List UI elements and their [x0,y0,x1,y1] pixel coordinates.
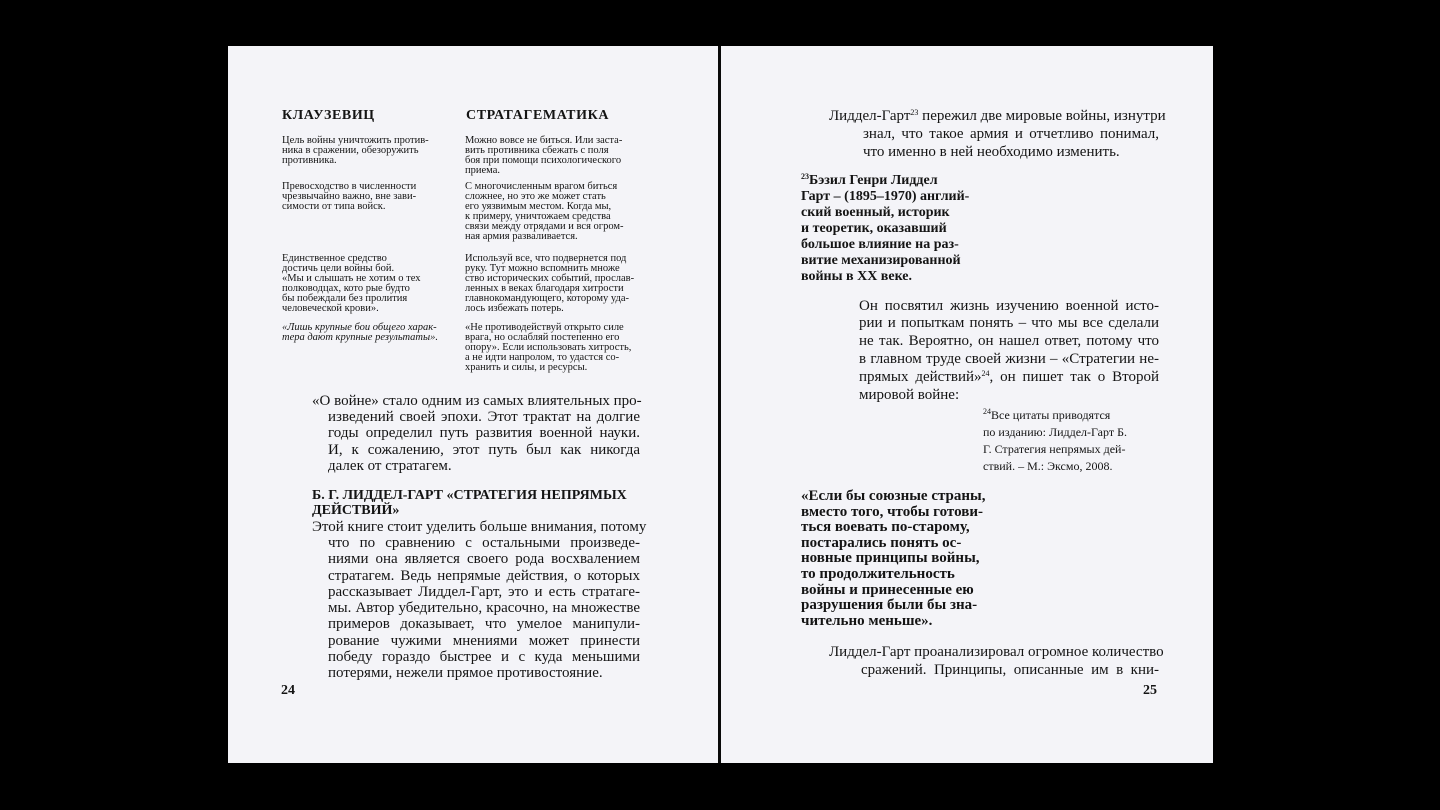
paragraph-on-war-continued [328,409,640,474]
page-number-left: 24 [281,683,295,698]
text-line: боя при помощи психологического [465,155,622,166]
text-line: бы побеждали без пролития [282,293,408,304]
text-line: хранить и силы, и ресурсы. [465,362,588,373]
footnote-ref-24: 24 [981,369,990,378]
text-line: С многочисленным врагом биться [465,181,618,192]
paragraph-life-study-continued [859,314,1159,404]
text-fragment: пережил две мировые войны, изнутри [918,108,1166,124]
text-line: Цель войны уничтожить против- [282,135,429,146]
text-line: «О войне» стало одним из самых влиятельных про- [312,393,642,409]
text-line: а не идти напролом, то удастся со- [465,352,620,363]
text-line: витие механизированной [801,253,961,268]
text-line: примеров доказывает, что умелое манипули- [328,616,640,633]
text-line: тера дают крупные результаты». [282,332,439,343]
clausewitz-point-2 [282,182,452,212]
text-line: ника в сражении, обезоружить [282,145,419,156]
text-line: Он посвятил жизнь изучению военной исто- [859,298,1159,314]
text-line: годы определил путь развития военной науки. [328,425,640,442]
clausewitz-point-4 [282,323,452,343]
stratagem-point-2 [465,182,645,242]
left-page [228,46,718,763]
text-line: что по сравнению с остальными произведе- [328,535,640,551]
text-line: ский военный, историк [801,205,950,220]
text-line: полководцах, кото рые будто [282,283,410,294]
right-page [721,46,1213,763]
text-line: главнокомандующего, которому уда- [465,293,629,304]
text-line: ство исторических событий, прослав- [465,273,635,284]
stratagem-point-3 [465,254,645,314]
text-line: мировой войне: [859,387,960,403]
text-line: новные принципы войны, [801,550,980,567]
text-line: симости от типа войск. [282,201,386,212]
text-line: ствий. – М.: Эксмо, 2008. [983,459,1113,473]
text-line: большое влияние на раз- [801,237,959,252]
text-line: войны и принесенные ею [801,581,974,598]
text-fragment: прямых действий» [859,369,982,385]
paragraph-book-intro [312,519,647,535]
text-line: изведений своей эпохи. Этот трактат на долгие [328,409,640,425]
text-line: ная армия разваливается. [465,231,578,242]
text-line: «Мы и слышать не хотим о тех [282,273,421,284]
liddell-hart-quote [801,489,1021,629]
text-fragment: Все цитаты приводятся [991,408,1111,422]
text-line: разрушения были бы зна- [801,597,978,614]
paragraph-analysis [829,643,1164,661]
paragraph-liddell-hart-intro [829,107,1166,125]
paragraph-analysis-continued [861,661,1159,679]
text-line: «Не противодействуй открыто силе [465,322,624,333]
text-line: войны в XX веке. [801,269,913,284]
text-line [859,368,1159,386]
text-line: далек от стратагем. [328,457,452,474]
clausewitz-point-1 [282,136,452,166]
text-line: в главном труде своей жизни – «Стратегии не- [859,351,1159,367]
column-title-stratagematics: СТРАТАГЕМАТИКА [466,108,610,123]
text-line: Лиддел-Гарт проанализировал огромное количество [829,644,1164,660]
text-line: его уязвимым местом. Когда мы, [465,201,612,212]
text-line: Г. Стратегия непрямых дей- [983,442,1126,456]
text-line: Гарт – (1895–1970) англий- [801,189,970,204]
text-line: потерями, нежели прямое противостояние. [328,665,603,682]
footnote-marker: 24 [983,407,991,416]
text-line: вить противника сбежать с поля [465,145,609,156]
text-line: Б. Г. ЛИДДЕЛ-ГАРТ «СТРАТЕГИЯ НЕПРЯМЫХ [312,488,627,503]
text-line: ДЕЙСТВИЙ» [312,503,400,518]
text-line: сложнее, но это же может стать [465,191,606,202]
text-line: «Лишь крупные бои общего харак- [282,322,437,333]
text-fragment: Бэзил Генри Лиддел [809,173,938,188]
text-line: приема. [465,165,501,176]
column-title-clausewitz: КЛАУЗЕВИЦ [282,108,375,123]
text-line: И, к сожалению, этот путь был как никогда [328,441,640,458]
text-line: врага, но ослабляй постепенно его [465,332,620,343]
text-line: Можно вовсе не биться. Или заста- [465,135,623,146]
text-line: сражений. Принципы, описанные им в кни- [861,662,1159,678]
text-line: не так. Вероятно, он нашел ответ, потому что [859,333,1159,349]
text-line: что именно в ней необходимо изменить. [863,144,1120,160]
paragraph-on-war [312,393,640,409]
text-line: ниями она является своего рода восхвалением [328,551,640,568]
clausewitz-point-3 [282,254,452,314]
text-line: противника. [282,155,337,166]
paragraph-book-intro-continued [328,535,640,682]
text-line: человеческой крови». [282,303,379,314]
text-line: то продолжительность [801,565,955,582]
text-line: стратагем. Ведь непрямые действия, о которых [328,567,640,584]
text-line: Используй все, что подвернется под [465,253,627,264]
text-line: рование чужими мнениями может принести [328,632,640,649]
text-line: к примеру, уничтожаем средства [465,211,611,222]
text-line: ться воевать по-старому, [801,519,970,536]
text-line: достичь цели войны бой. [282,263,395,274]
text-line: связи между отрядами и вся огром- [465,221,624,232]
text-line: и теоретик, оказавший [801,221,947,236]
text-line: по изданию: Лиддел-Гарт Б. [983,425,1127,439]
stratagem-point-1 [465,136,645,176]
paragraph-life-study [859,297,1159,315]
text-line: ленных в веках благодаря хитрости [465,283,624,294]
text-line: мы. Автор убедительно, красочно, на множестве [328,600,640,617]
text-line [983,407,1163,424]
text-line [829,107,1166,125]
text-line: опору». Если использовать хитрость, [465,342,632,353]
text-line: рии и попыткам понять – что мы все сделали [859,315,1159,331]
footnote-24 [983,407,1163,475]
stratagem-point-4 [465,323,645,373]
text-line: Единственное средство [282,253,387,264]
text-line: рассказывает Лиддел-Гарт, это и есть стратаге- [328,583,640,600]
text-line: чительно меньше». [801,612,933,629]
text-line: постарались понять ос- [801,534,962,551]
text-line: победу гораздо быстрее и с куда меньшими [328,649,640,666]
text-line: Превосходство в численности [282,181,417,192]
text-line: Этой книге стоит уделить больше внимания, потому [312,519,647,535]
text-fragment: , он пишет так о Второй [989,369,1159,385]
footnote-ref-23: 23 [910,108,919,117]
section-heading-liddell-hart [312,488,652,518]
text-line: вместо того, чтобы готови- [801,503,983,520]
footnote-23 [801,173,991,285]
paragraph-liddell-hart-intro-continued [863,125,1159,161]
text-line: знал, что такое армия и отчетливо понимал, [863,126,1159,142]
text-fragment: Лиддел-Гарт [829,108,911,124]
text-line [801,173,991,189]
text-line: лось избежать потерь. [465,303,564,314]
text-line: «Если бы союзные страны, [801,488,986,504]
page-number-right: 25 [1143,683,1157,698]
footnote-marker: 23 [801,172,809,181]
text-line: чрезвычайно важно, вне зави- [282,191,417,202]
text-line: руку. Тут можно вспомнить множе [465,263,620,274]
